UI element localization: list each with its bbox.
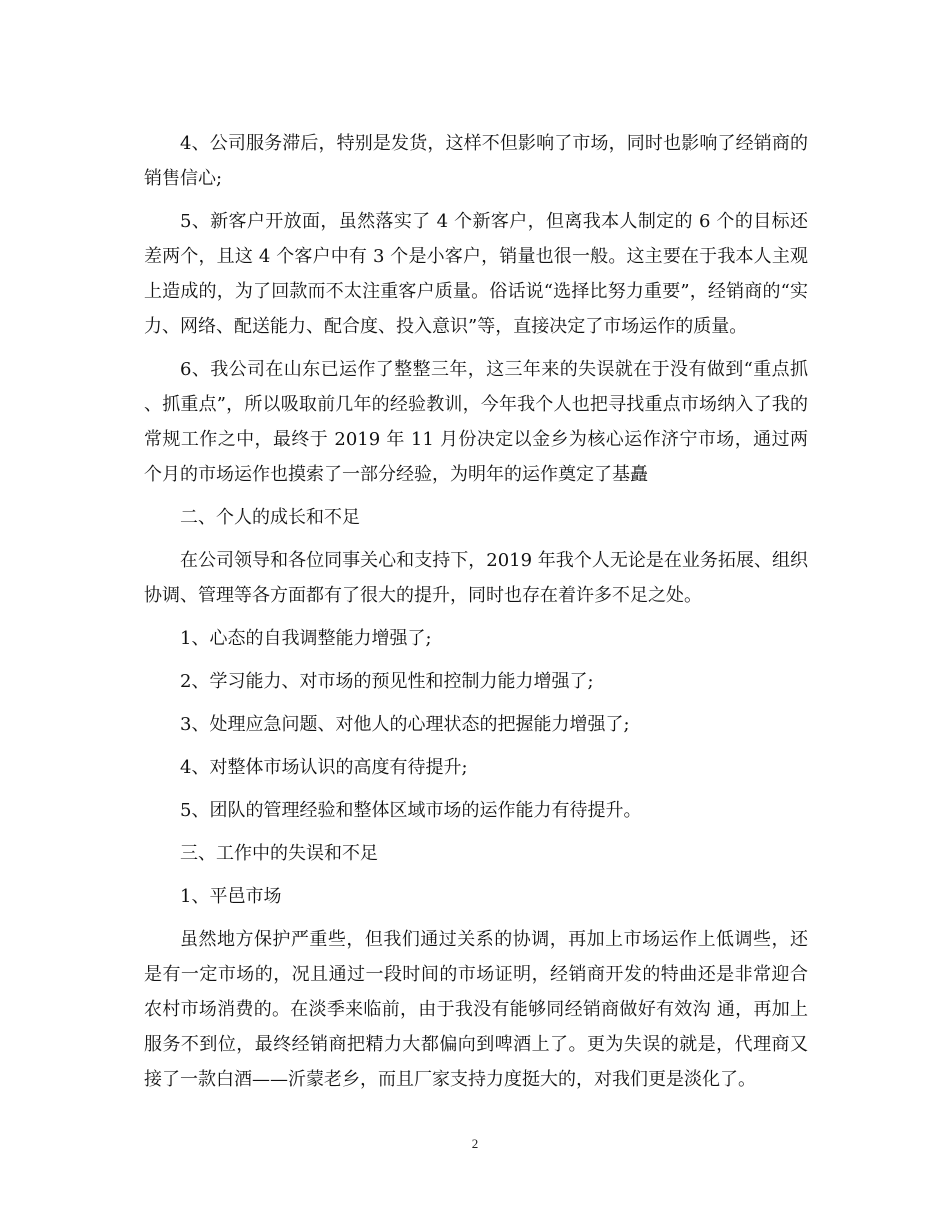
growth-item-3: 3、处理应急问题、对他人的心理状态的把握能力增强了; — [180, 714, 630, 735]
growth-item-5: 5、团队的管理经验和整体区域市场的运作能力有待提升。 — [180, 800, 642, 821]
growth-item-4: 4、对整体市场认识的高度有待提升; — [180, 757, 468, 778]
paragraph-intro-growth: 在公司领导和各位同事关心和支持下，2019 年我个人无论是在业务拓展、组织协调、管理等各方面都有了很大的提升，同时也存在着许多不足之处。 — [144, 550, 808, 606]
growth-item-2: 2、学习能力、对市场的预见性和控制力能力增强了; — [180, 671, 594, 692]
paragraph-item-5: 5、新客户开放面，虽然落实了 4 个新客户，但离我本人制定的 6 个的目标还差两个，且这 4 个客户中有 3 个是小客户，销量也很一般。这主要在于我本人主观上造成的，为了回款而不太注重客户质量。俗话说“选择比努力重要”，经销商的“实力、网络、配送能力、配合度、投入意识”等，直接决定了市场运作的质量。 — [144, 211, 808, 337]
page-number: 2 — [471, 1136, 479, 1151]
growth-item-1: 1、心态的自我调整能力增强了; — [180, 628, 432, 649]
section-heading-2: 二、个人的成长和不足 — [180, 507, 360, 528]
paragraph-item-6: 6、我公司在山东已运作了整整三年，这三年来的失误就在于没有做到“重点抓、抓重点”，所以吸取前几年的经验教训，今年我个人也把寻找重点市场纳入了我的常规工作之中，最终于 2019 年 11 月份决定以金乡为核心运作济宁市场，通过两个月的市场运作也摸索了一部分经验，为明年的运作奠定了基矗 — [144, 359, 808, 485]
paragraph-item-4: 4、公司服务滞后，特别是发货，这样不但影响了市场，同时也影响了经销商的销售信心; — [144, 133, 808, 189]
section-heading-3: 三、工作中的失误和不足 — [180, 843, 378, 864]
document-body — [144, 126, 808, 1097]
subheading-pingyi-market: 1、平邑市场 — [180, 886, 282, 907]
paragraph-pingyi-market: 虽然地方保护严重些，但我们通过关系的协调，再加上市场运作上低调些，还是有一定市场的，况且通过一段时间的市场证明，经销商开发的特曲还是非常迎合农村市场消费的。在淡季来临前，由于我没有能够同经销商做好有效沟 通，再加上服务不到位，最终经销商把精力大都偏向到啤酒上了。更为失误的就是，代理商又接了一款白酒——沂蒙老乡，而且厂家支持力度挺大的，对我们更是淡化了。 — [144, 929, 808, 1090]
